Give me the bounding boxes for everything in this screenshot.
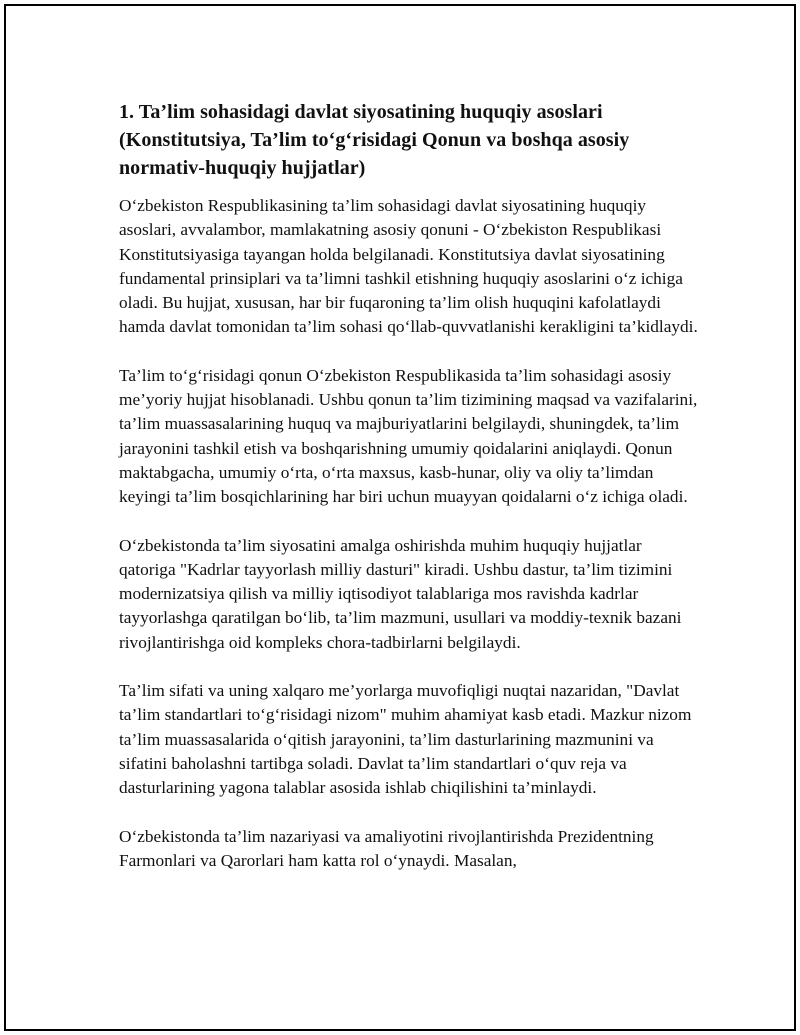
- page-frame: [4, 4, 796, 1031]
- paragraph-constitution: O‘zbekiston Respublikasining ta’lim sohasidagi davlat siyosatining huquqiy asoslari, avvalambor, mamlakatning asosiy qonuni - O‘zbekiston Respublikasi Konstitutsiyasiga tayangan holda belgilanadi. Konstitutsiya davlat siyosatining fundamental prinsiplari va ta’limni tashkil etishning huquqiy asoslarini o‘z ichiga oladi. Bu hujjat, xususan, har bir fuqaroning ta’lim olish huquqini kafolatlaydi hamda davlat tomonidan ta’lim sohasi qo‘llab-quvvatlanishi kerakligini ta’kidlaydi.: [119, 196, 698, 337]
- document-body: [119, 98, 699, 897]
- paragraph-education-law: Ta’lim to‘g‘risidagi qonun O‘zbekiston Respublikasida ta’lim sohasidagi asosiy me’yoriy hujjat hisoblanadi. Ushbu qonun ta’lim tizimining maqsad va vazifalarini, ta’lim muassasalarining huquq va majburiyatlarini belgilaydi, shuningdek, ta’lim jarayonini tashkil etish va boshqarishning umumiy qoidalarini aniqlaydi. Qonun maktabgacha, umumiy o‘rta, o‘rta maxsus, kasb-hunar, oliy va oliy ta’limdan keyingi ta’lim bosqichlarining har biri uchun muayyan qoidalarni o‘z ichiga oladi.: [119, 365, 698, 507]
- paragraph-presidential-decrees: O‘zbekistonda ta’lim nazariyasi va amaliyotini rivojlantirishda Prezidentning Farmonlari va Qarorlari ham katta rol o‘ynaydi. Masalan,: [119, 826, 654, 870]
- paragraph-personnel-program: O‘zbekistonda ta’lim siyosatini amalga oshirishda muhim huquqiy hujjatlar qatoriga "Kadrlar tayyorlash milliy dasturi" kiradi. Ushbu dastur, ta’lim tizimini modernizatsiya qilish va milliy iqtisodiyot talablariga mos ravishda kadrlar tayyorlashga qaratilgan bo‘lib, ta’lim mazmuni, usullari va moddiy-texnik bazani rivojlantirishga oid kompleks chora-tadbirlarni belgilaydi.: [119, 535, 682, 652]
- section-heading: 1. Ta’lim sohasidagi davlat siyosatining huquqiy asoslari (Konstitutsiya, Ta’lim to‘g‘risidagi Qonun va boshqa asosiy normativ-huquqiy hujjatlar): [119, 101, 630, 179]
- paragraph-state-standards: Ta’lim sifati va uning xalqaro me’yorlarga muvofiqligi nuqtai nazaridan, "Davlat ta’lim standartlari to‘g‘risidagi nizom" muhim ahamiyat kasb etadi. Mazkur nizom ta’lim muassasalarida o‘qitish jarayonini, ta’lim dasturlarining mazmunini va sifatini baholashni tartibga soladi. Davlat ta’lim standartlari o‘quv reja va dasturlarining yagona talablar asosida ishlab chiqilishini ta’minlaydi.: [119, 681, 692, 798]
